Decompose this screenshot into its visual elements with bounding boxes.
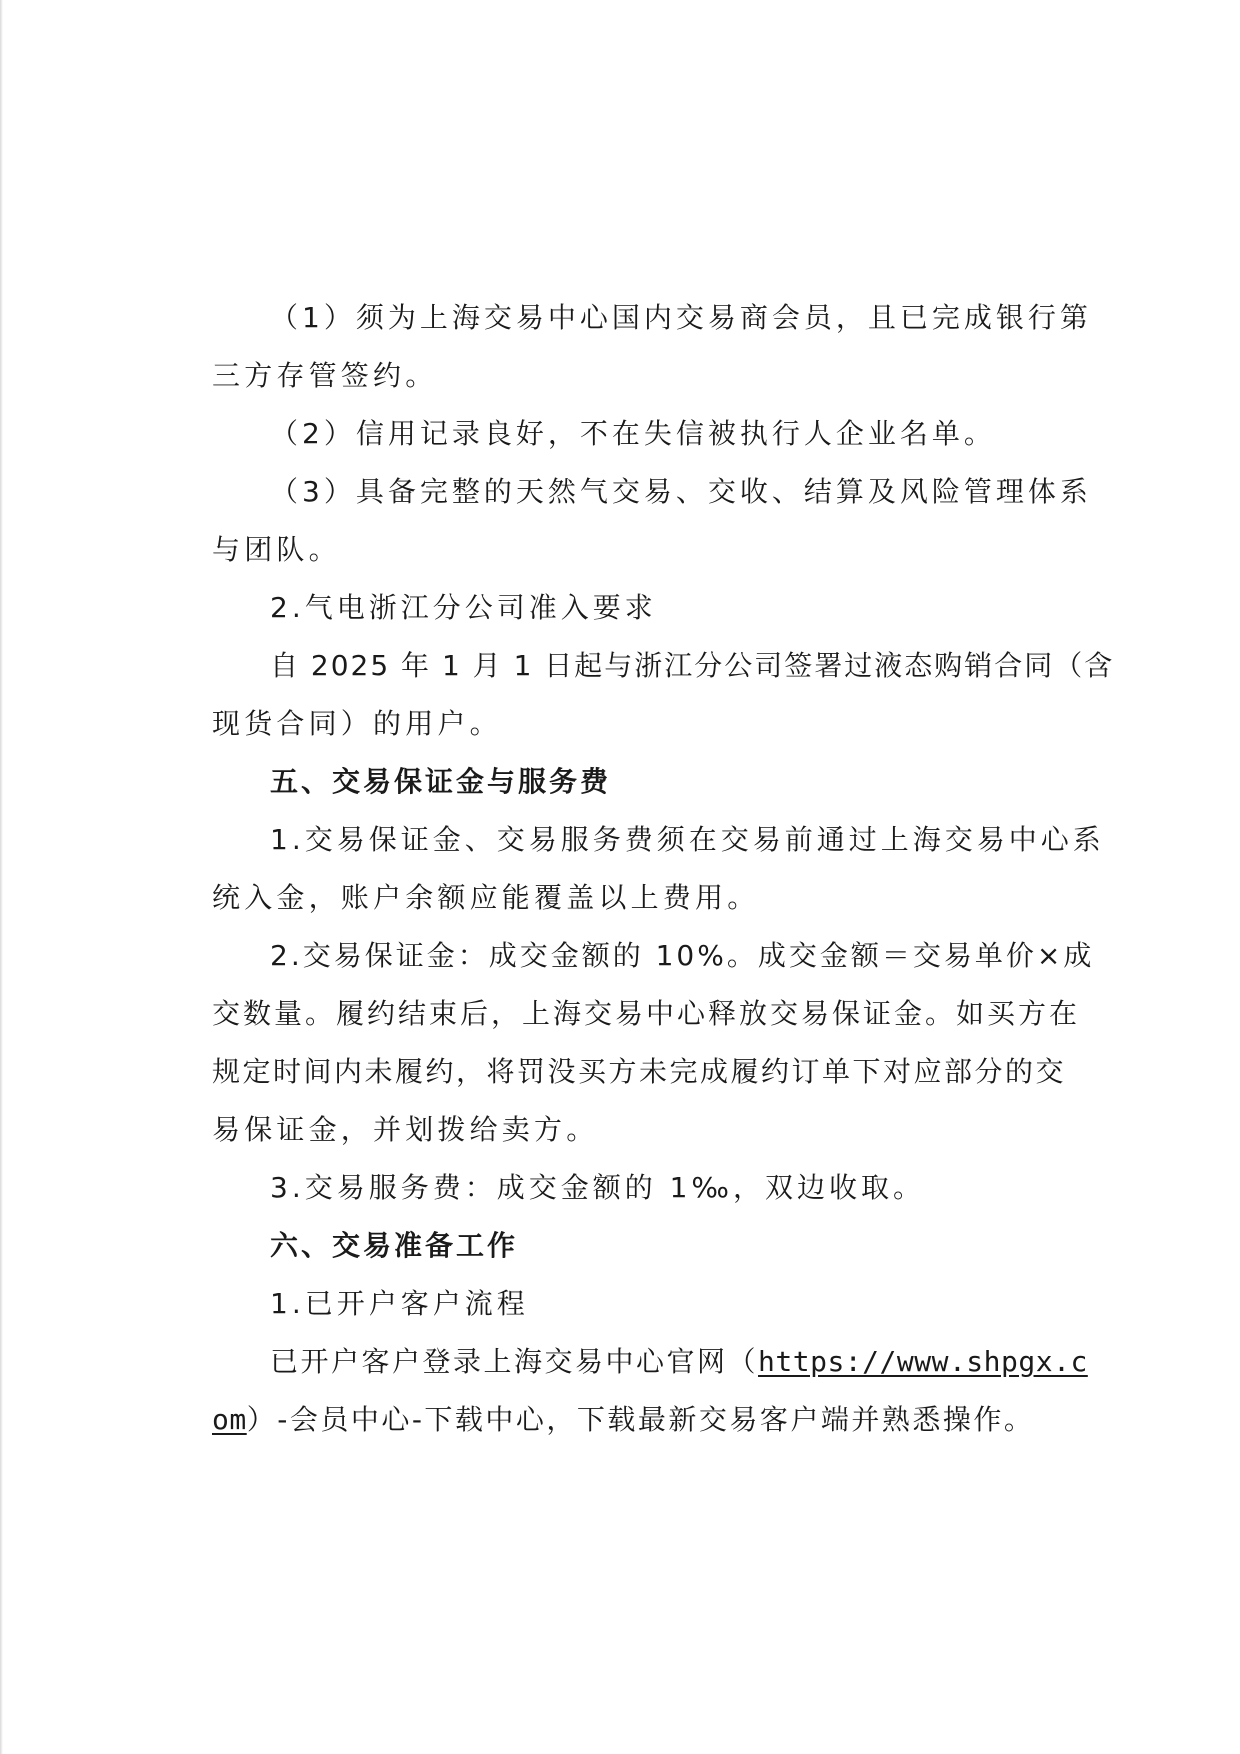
paragraph-line: 3.交易服务费：成交金额的 1‰，双边收取。 xyxy=(270,1171,926,1204)
page-edge xyxy=(0,0,3,1754)
paragraph-line: 三方存管签约。 xyxy=(212,359,438,392)
subheading: 2.气电浙江分公司准入要求 xyxy=(270,591,657,624)
paragraph-line: 易保证金，并划拨给卖方。 xyxy=(212,1113,599,1146)
website-link[interactable]: https://www.shpgx.c xyxy=(758,1345,1088,1378)
paragraph-line: 2.交易保证金：成交金额的 10%。成交金额＝交易单价×成 xyxy=(270,939,1095,972)
paragraph-text: 已开户客户登录上海交易中心官网（ xyxy=(270,1345,759,1378)
section-heading: 六、交易准备工作 xyxy=(270,1229,519,1262)
paragraph-line: 1.交易保证金、交易服务费须在交易前通过上海交易中心系 xyxy=(270,823,1105,856)
paragraph-line: 自 2025 年 1 月 1 日起与浙江分公司签署过液态购销合同（含 xyxy=(270,649,1115,682)
paragraph-line xyxy=(212,1400,1048,1440)
section-heading: 五、交易保证金与服务费 xyxy=(270,765,612,798)
paragraph-line: （1）须为上海交易中心国内交易商会员，且已完成银行第 xyxy=(270,301,1092,334)
paragraph-line: 统入金，账户余额应能覆盖以上费用。 xyxy=(212,881,760,914)
website-link-continued[interactable]: om xyxy=(212,1403,247,1436)
subheading: 1.已开户客户流程 xyxy=(270,1287,529,1320)
paragraph-line: 规定时间内未履约，将罚没买方未完成履约订单下对应部分的交 xyxy=(212,1055,1067,1088)
paragraph-text: ）-会员中心-下载中心，下载最新交易客户端并熟悉操作。 xyxy=(246,1403,1035,1436)
paragraph-line xyxy=(270,1342,1088,1382)
paragraph-line: 与团队。 xyxy=(212,533,341,566)
paragraph-line: （3）具备完整的天然气交易、交收、结算及风险管理体系 xyxy=(270,475,1092,508)
paragraph-line: 交数量。履约结束后，上海交易中心释放交易保证金。如买方在 xyxy=(212,997,1081,1030)
paragraph-line: （2）信用记录良好，不在失信被执行人企业名单。 xyxy=(270,417,996,450)
paragraph-line: 现货合同）的用户。 xyxy=(212,707,502,740)
